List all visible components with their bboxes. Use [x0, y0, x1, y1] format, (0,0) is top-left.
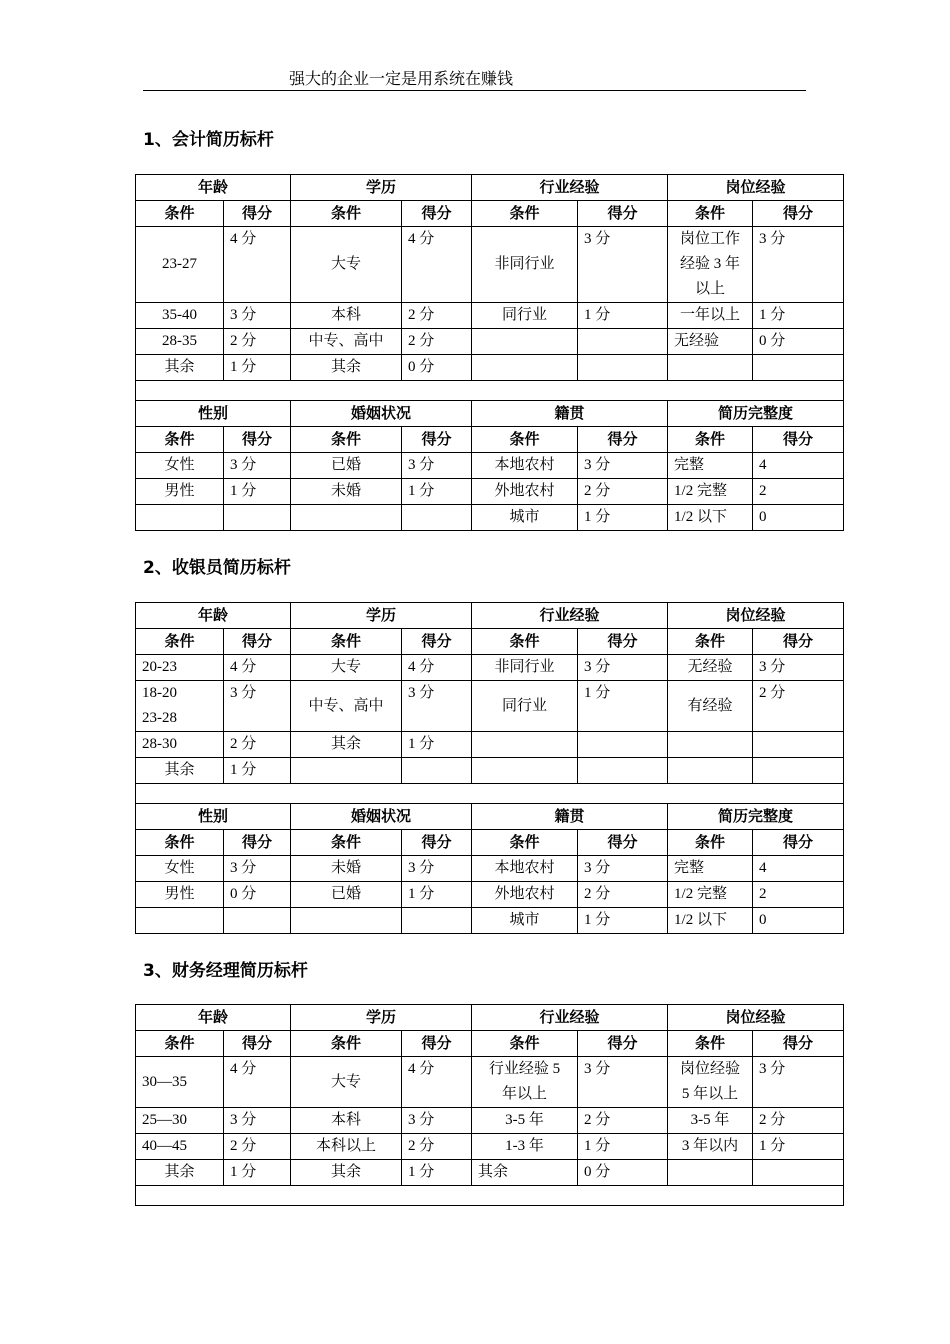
- cell-empty: [291, 758, 402, 784]
- subheader-condition: 条件: [668, 201, 753, 227]
- subheader-condition: 条件: [136, 201, 224, 227]
- subheader-score: 得分: [224, 427, 291, 453]
- page-header: [143, 62, 806, 91]
- cell-condition: 有经验: [668, 681, 753, 732]
- cell-score: 2: [753, 882, 844, 908]
- table-row: [136, 175, 844, 201]
- table-row: [136, 1031, 844, 1057]
- cell-condition: 其余: [472, 1160, 578, 1186]
- cell-condition: 同行业: [472, 681, 578, 732]
- cell-score: 3 分: [224, 1108, 291, 1134]
- cell-score: 2 分: [402, 1134, 472, 1160]
- cell-score: 0 分: [402, 355, 472, 381]
- header-origin: 籍贯: [472, 804, 668, 830]
- cell-empty: [668, 1160, 753, 1186]
- cell-condition: 未婚: [291, 856, 402, 882]
- cell-empty: [753, 355, 844, 381]
- cell-empty: [578, 355, 668, 381]
- header-marriage: 婚姻状况: [291, 804, 472, 830]
- cell-score: 3 分: [578, 227, 668, 303]
- cell-condition: 其余: [136, 758, 224, 784]
- spacer-row: [136, 381, 844, 401]
- subheader-condition: 条件: [472, 1031, 578, 1057]
- table-row: [136, 655, 844, 681]
- header-age: 年龄: [136, 175, 291, 201]
- header-education: 学历: [291, 603, 472, 629]
- subheader-condition: 条件: [291, 427, 402, 453]
- cell-condition: 28-30: [136, 732, 224, 758]
- cell-condition: 大专: [291, 655, 402, 681]
- cell-score: 0 分: [224, 882, 291, 908]
- cell-score: 1 分: [578, 681, 668, 732]
- cell-empty: [578, 329, 668, 355]
- table-row: [136, 629, 844, 655]
- cell-score: 1 分: [224, 758, 291, 784]
- header-origin: 籍贯: [472, 401, 668, 427]
- subheader-score: 得分: [224, 201, 291, 227]
- header-position-experience: 岗位经验: [668, 1005, 844, 1031]
- table-row: [136, 1057, 844, 1108]
- cell-empty: [472, 355, 578, 381]
- cell-empty: [753, 1160, 844, 1186]
- table-row: [136, 882, 844, 908]
- table-row: [136, 804, 844, 830]
- subheader-condition: 条件: [668, 629, 753, 655]
- cell-score: 2 分: [578, 479, 668, 505]
- cell-score: 3 分: [224, 681, 291, 732]
- subheader-condition: 条件: [291, 201, 402, 227]
- cell-condition: 其余: [291, 1160, 402, 1186]
- cell-empty: [668, 732, 753, 758]
- subheader-score: 得分: [224, 629, 291, 655]
- cell-empty: [291, 505, 402, 531]
- cell-condition: 1/2 完整: [668, 882, 753, 908]
- header-industry-experience: 行业经验: [472, 175, 668, 201]
- cell-condition: 1/2 完整: [668, 479, 753, 505]
- cell-score: 1 分: [578, 1134, 668, 1160]
- table-row: [136, 908, 844, 934]
- cell-condition: 35-40: [136, 303, 224, 329]
- table-row: [136, 758, 844, 784]
- cell-score: 3 分: [578, 655, 668, 681]
- cell-score: 4 分: [402, 227, 472, 303]
- subheader-score: 得分: [753, 830, 844, 856]
- cell-empty: [402, 908, 472, 934]
- header-marriage: 婚姻状况: [291, 401, 472, 427]
- table-row: [136, 401, 844, 427]
- cell-score: 2 分: [753, 681, 844, 732]
- cell-score: 3 分: [224, 856, 291, 882]
- cell-condition: 非同行业: [472, 227, 578, 303]
- table-row: [136, 1108, 844, 1134]
- subheader-condition: 条件: [472, 201, 578, 227]
- table-row: [136, 329, 844, 355]
- subheader-score: 得分: [578, 629, 668, 655]
- subheader-condition: 条件: [291, 1031, 402, 1057]
- subheader-score: 得分: [753, 427, 844, 453]
- subheader-score: 得分: [753, 201, 844, 227]
- cell-condition: 无经验: [668, 655, 753, 681]
- cell-score: 1 分: [402, 479, 472, 505]
- cell-condition: 一年以上: [668, 303, 753, 329]
- cashier-table: [135, 602, 844, 934]
- header-title: 强大的企业一定是用系统在赚钱: [289, 71, 514, 88]
- cell-condition: 已婚: [291, 882, 402, 908]
- cell-empty: [668, 758, 753, 784]
- subheader-condition: 条件: [291, 629, 402, 655]
- cell-empty: [668, 355, 753, 381]
- cell-condition: 30—35: [136, 1057, 224, 1108]
- cell-score: 1 分: [402, 732, 472, 758]
- table-row: [136, 856, 844, 882]
- cell-empty: [291, 908, 402, 934]
- cell-score: 4: [753, 453, 844, 479]
- cell-condition: 女性: [136, 453, 224, 479]
- cell-score: 1 分: [578, 505, 668, 531]
- cell-condition: 行业经验 5 年以上: [472, 1057, 578, 1108]
- cell-condition: 中专、高中: [291, 329, 402, 355]
- cell-score: 2 分: [402, 303, 472, 329]
- cell-score: 1 分: [224, 479, 291, 505]
- header-education: 学历: [291, 175, 472, 201]
- cell-score: 3 分: [753, 655, 844, 681]
- table-row: [136, 303, 844, 329]
- cell-score: 4 分: [402, 1057, 472, 1108]
- cell-score: 4 分: [224, 227, 291, 303]
- subheader-condition: 条件: [668, 1031, 753, 1057]
- header-industry-experience: 行业经验: [472, 603, 668, 629]
- subheader-score: 得分: [578, 1031, 668, 1057]
- cell-score: 3 分: [578, 1057, 668, 1108]
- cell-condition: 本科: [291, 303, 402, 329]
- cell-condition: 28-35: [136, 329, 224, 355]
- spacer-row: [136, 1186, 844, 1206]
- cell-empty: [472, 329, 578, 355]
- subheader-condition: 条件: [668, 830, 753, 856]
- header-gender: 性别: [136, 401, 291, 427]
- cell-condition: 城市: [472, 505, 578, 531]
- cell-score: 1 分: [578, 908, 668, 934]
- cell-condition: 本科: [291, 1108, 402, 1134]
- cell-score: 3 分: [402, 856, 472, 882]
- cell-condition: 1/2 以下: [668, 505, 753, 531]
- cell-condition: 本地农村: [472, 453, 578, 479]
- spacer-cell: [136, 784, 844, 804]
- cell-condition: 外地农村: [472, 479, 578, 505]
- cell-score: 0: [753, 908, 844, 934]
- table-row: [136, 1160, 844, 1186]
- cell-score: 1 分: [224, 355, 291, 381]
- cell-condition: 本地农村: [472, 856, 578, 882]
- table-row: [136, 681, 844, 732]
- cell-condition: 外地农村: [472, 882, 578, 908]
- table-row: [136, 427, 844, 453]
- cell-score: 0 分: [753, 329, 844, 355]
- cell-empty: [472, 732, 578, 758]
- cell-condition: 完整: [668, 453, 753, 479]
- subheader-condition: 条件: [472, 629, 578, 655]
- cell-score: 3 分: [578, 856, 668, 882]
- cell-empty: [578, 732, 668, 758]
- table-row: [136, 453, 844, 479]
- cell-condition: 18-20 23-28: [136, 681, 224, 732]
- subheader-score: 得分: [578, 830, 668, 856]
- table-row: [136, 1134, 844, 1160]
- header-gender: 性别: [136, 804, 291, 830]
- cell-condition: 40—45: [136, 1134, 224, 1160]
- cell-score: 0 分: [578, 1160, 668, 1186]
- cell-empty: [402, 505, 472, 531]
- cell-score: 4: [753, 856, 844, 882]
- header-age: 年龄: [136, 1005, 291, 1031]
- subheader-score: 得分: [224, 830, 291, 856]
- subheader-condition: 条件: [136, 830, 224, 856]
- cell-score: 3 分: [578, 453, 668, 479]
- table-row: [136, 227, 844, 303]
- cell-condition: 大专: [291, 227, 402, 303]
- spacer-row: [136, 784, 844, 804]
- subheader-score: 得分: [402, 427, 472, 453]
- subheader-condition: 条件: [136, 1031, 224, 1057]
- cell-score: 3 分: [753, 227, 844, 303]
- cell-empty: [753, 732, 844, 758]
- cell-condition: 1/2 以下: [668, 908, 753, 934]
- table-row: [136, 505, 844, 531]
- section-title-cashier: 2、收银员简历标杆: [143, 558, 291, 578]
- subheader-condition: 条件: [472, 830, 578, 856]
- cell-condition: 25—30: [136, 1108, 224, 1134]
- subheader-score: 得分: [753, 629, 844, 655]
- cell-condition: 女性: [136, 856, 224, 882]
- cell-score: 3 分: [402, 681, 472, 732]
- header-education: 学历: [291, 1005, 472, 1031]
- cell-condition: 同行业: [472, 303, 578, 329]
- subheader-score: 得分: [753, 1031, 844, 1057]
- cell-empty: [136, 908, 224, 934]
- cell-score: 4 分: [224, 655, 291, 681]
- table-row: [136, 1005, 844, 1031]
- subheader-score: 得分: [578, 201, 668, 227]
- cell-empty: [753, 758, 844, 784]
- table-row: [136, 201, 844, 227]
- subheader-condition: 条件: [291, 830, 402, 856]
- cell-condition: 完整: [668, 856, 753, 882]
- cell-condition: 3-5 年: [472, 1108, 578, 1134]
- cell-score: 1 分: [402, 1160, 472, 1186]
- cell-condition: 大专: [291, 1057, 402, 1108]
- cell-score: 2 分: [402, 329, 472, 355]
- cell-condition: 3-5 年: [668, 1108, 753, 1134]
- cell-score: 3 分: [753, 1057, 844, 1108]
- cell-condition: 非同行业: [472, 655, 578, 681]
- cell-condition: 城市: [472, 908, 578, 934]
- header-completeness: 简历完整度: [668, 804, 844, 830]
- cell-condition: 男性: [136, 479, 224, 505]
- cell-score: 1 分: [578, 303, 668, 329]
- cell-condition: 23-27: [136, 227, 224, 303]
- subheader-condition: 条件: [136, 427, 224, 453]
- finance-manager-table: [135, 1004, 844, 1206]
- subheader-score: 得分: [402, 629, 472, 655]
- table-row: [136, 355, 844, 381]
- cell-condition: 其余: [291, 355, 402, 381]
- cell-score: 2 分: [578, 882, 668, 908]
- header-industry-experience: 行业经验: [472, 1005, 668, 1031]
- table-row: [136, 479, 844, 505]
- cell-empty: [402, 758, 472, 784]
- header-completeness: 简历完整度: [668, 401, 844, 427]
- spacer-cell: [136, 381, 844, 401]
- cell-score: 4 分: [224, 1057, 291, 1108]
- cell-score: 1 分: [753, 303, 844, 329]
- cell-score: 3 分: [402, 453, 472, 479]
- cell-score: 3 分: [224, 453, 291, 479]
- cell-score: 2 分: [224, 1134, 291, 1160]
- cell-empty: [224, 908, 291, 934]
- accountant-table: [135, 174, 844, 531]
- cell-condition: 其余: [136, 1160, 224, 1186]
- cell-empty: [472, 758, 578, 784]
- header-position-experience: 岗位经验: [668, 603, 844, 629]
- cell-score: 3 分: [224, 303, 291, 329]
- table-row: [136, 830, 844, 856]
- cell-condition: 中专、高中: [291, 681, 402, 732]
- cell-condition: 岗位工作 经验 3 年 以上: [668, 227, 753, 303]
- cell-condition: 男性: [136, 882, 224, 908]
- subheader-score: 得分: [402, 830, 472, 856]
- section-title-finance-manager: 3、财务经理简历标杆: [143, 961, 308, 981]
- table-row: [136, 732, 844, 758]
- cell-score: 3 分: [402, 1108, 472, 1134]
- cell-condition: 1-3 年: [472, 1134, 578, 1160]
- subheader-condition: 条件: [136, 629, 224, 655]
- cell-score: 2: [753, 479, 844, 505]
- cell-condition: 已婚: [291, 453, 402, 479]
- cell-score: 1 分: [753, 1134, 844, 1160]
- subheader-score: 得分: [402, 1031, 472, 1057]
- cell-condition: 无经验: [668, 329, 753, 355]
- cell-condition: 本科以上: [291, 1134, 402, 1160]
- header-position-experience: 岗位经验: [668, 175, 844, 201]
- cell-empty: [578, 758, 668, 784]
- cell-empty: [224, 505, 291, 531]
- table-row: [136, 603, 844, 629]
- cell-score: 2 分: [224, 329, 291, 355]
- cell-score: 2 分: [753, 1108, 844, 1134]
- cell-score: 1 分: [224, 1160, 291, 1186]
- header-age: 年龄: [136, 603, 291, 629]
- cell-condition: 3 年以内: [668, 1134, 753, 1160]
- cell-score: 0: [753, 505, 844, 531]
- subheader-condition: 条件: [668, 427, 753, 453]
- subheader-score: 得分: [402, 201, 472, 227]
- cell-condition: 其余: [136, 355, 224, 381]
- cell-score: 2 分: [224, 732, 291, 758]
- cell-condition: 岗位经验 5 年以上: [668, 1057, 753, 1108]
- cell-condition: 其余: [291, 732, 402, 758]
- spacer-cell: [136, 1186, 844, 1206]
- section-title-accountant: 1、会计简历标杆: [143, 130, 274, 150]
- cell-score: 1 分: [402, 882, 472, 908]
- cell-empty: [136, 505, 224, 531]
- subheader-condition: 条件: [472, 427, 578, 453]
- cell-score: 4 分: [402, 655, 472, 681]
- subheader-score: 得分: [578, 427, 668, 453]
- cell-condition: 20-23: [136, 655, 224, 681]
- cell-score: 2 分: [578, 1108, 668, 1134]
- cell-condition: 未婚: [291, 479, 402, 505]
- subheader-score: 得分: [224, 1031, 291, 1057]
